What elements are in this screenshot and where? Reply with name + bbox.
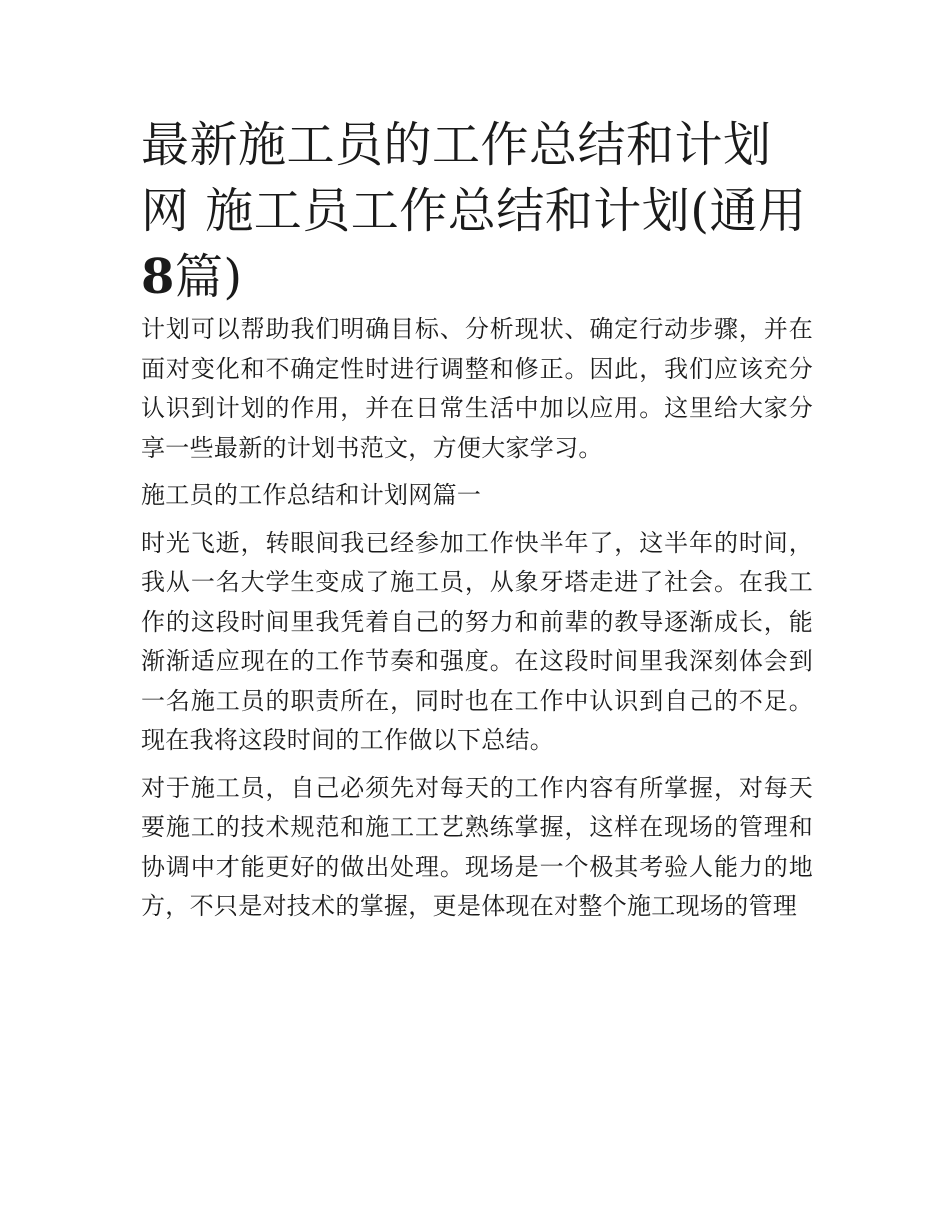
body-paragraph-2: 对于施工员，自己必须先对每天的工作内容有所掌握，对每天要施工的技术规范和施工工艺熟练掌握，这样在现场的管理和协调中才能更好的做出处理。现场是一个极其考验人能力的地方，不只是对技术的掌握，更是体现在对整个施工现场的管理 <box>141 773 813 920</box>
document-title <box>141 112 813 310</box>
title-text-part1: 最新施工员的工作总结和计划网 施工员工作总结和计划(通用 <box>141 117 807 239</box>
document-page <box>141 112 813 927</box>
section-heading: 施工员的工作总结和计划网篇一 <box>141 481 482 509</box>
intro-paragraph: 计划可以帮助我们明确目标、分析现状、确定行动步骤，并在面对变化和不确定性时进行调整和修正。因此，我们应该充分认识到计划的作用，并在日常生活中加以应用。这里给大家分享一些最新的计划书范文，方便大家学习。 <box>141 315 813 462</box>
body-paragraph-1: 时光飞逝，转眼间我已经参加工作快半年了，这半年的时间，我从一名大学生变成了施工员，从象牙塔走进了社会。在我工作的这段时间里我凭着自己的努力和前辈的教导逐渐成长，能渐渐适应现在的工作节奏和强度。在这段时间里我深刻体会到一名施工员的职责所在，同时也在工作中认识到自己的不足。现在我将这段时间的工作做以下总结。 <box>141 528 813 754</box>
title-number: 8 <box>141 249 175 305</box>
title-text-part2: 篇) <box>174 249 243 305</box>
